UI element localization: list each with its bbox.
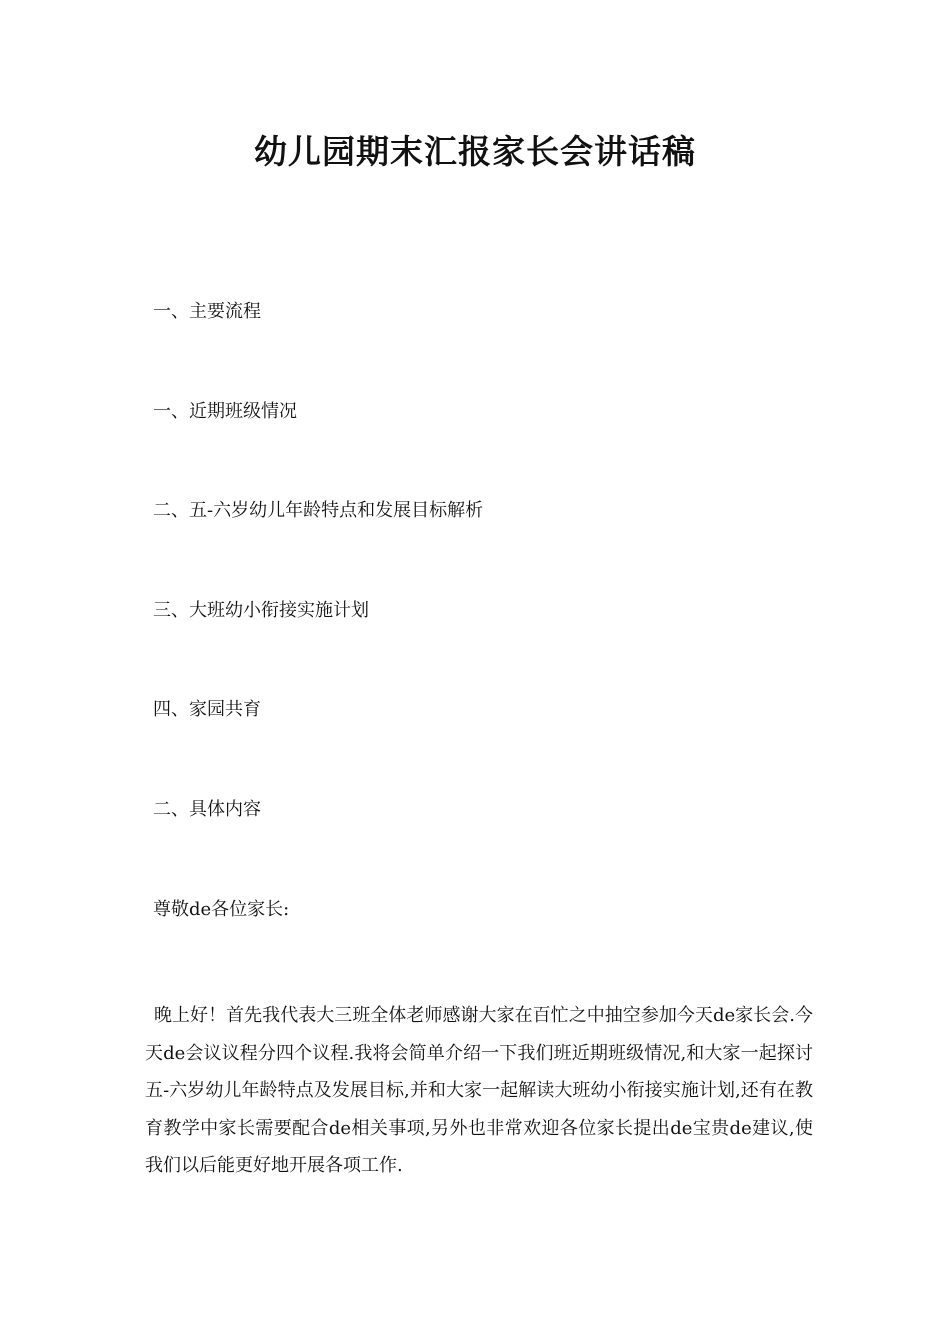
outline-item-2: 二、五-六岁幼儿年龄特点和发展目标解析 (153, 500, 484, 521)
greeting: 尊敬de各位家长: (153, 899, 290, 920)
outline-item-3: 三、大班幼小衔接实施计划 (153, 600, 369, 621)
document-title: 幼儿园期末汇报家长会讲话稿 (254, 132, 696, 171)
outline-item-4: 四、家园共育 (153, 699, 261, 720)
content-heading: 二、具体内容 (153, 799, 261, 820)
outline-heading: 一、主要流程 (153, 301, 261, 322)
outline-item-1: 一、近期班级情况 (153, 401, 297, 422)
body-paragraph: 晚上好！首先我代表大三班全体老师感谢大家在百忙之中抽空参加今天de家长会.今天de会议议程分四个议程.我将会简单介绍一下我们班近期班级情况,和大家一起探讨五-六岁幼儿年龄特点及发展目标,并和大家一起解读大班幼小衔接实施计划,还有在教育教学中家长需要配合de相关事项,另外也非常欢迎各位家长提出de宝贵de建议,使我们以后能更好地开展各项工作. (145, 1005, 813, 1176)
